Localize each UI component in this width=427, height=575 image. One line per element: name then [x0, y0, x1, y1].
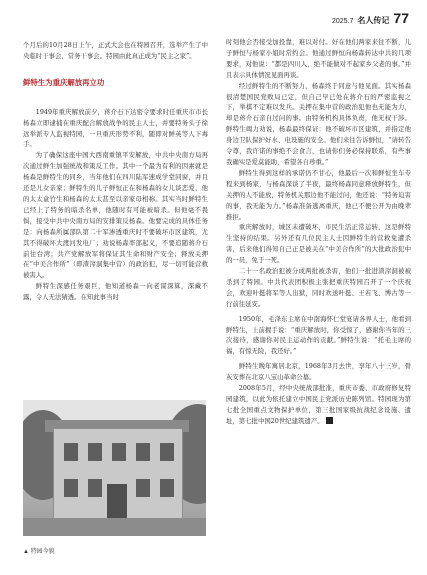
- body-paragraph: 为了确保这座中国大西南重镇平安解放，中共中央南方局再次通过鲜生加强统战和策反工作。其中一个最为有利的因素就是杨森是鲜特生的同乡，当年他们在四川陆军速成学堂同窗，并且还是儿女亲家；鲜特生的儿子鲜恒正在和杨森的女儿谈恋爱，他的太太盒竹生和杨森的太太甚至以亲家母相称。其实当时鲜特生已经上了特务的暗杀名单，他随时有可能被暗杀。但他毫不畏惧，接受中共中央南方局的安排策反杨森。他要完成的具体任务是：向杨森所属部队第二十军渗透重庆时不要破坏市区建筑，尤其不得破坏大渡河发电厂；劝说杨森率部起义，不要追随蒋介石前往台湾；共产党解放军将保证其生命和财产安全；释放关押在“中美合作所”（即渣滓洞集中营）的政治犯，尽一切可能营救被害人。: [23, 151, 208, 280]
- photo-window: [160, 443, 174, 461]
- photo-window: [136, 443, 150, 461]
- left-column: [23, 40, 208, 303]
- photo-caption: ▲ 特园今貌: [23, 549, 55, 555]
- end-mark-icon: E: [326, 417, 333, 424]
- photo-window: [64, 479, 78, 497]
- photo-teyuan-today: [23, 400, 206, 536]
- body-paragraph: 经过鲜特生的不断努力，杨森终于同意与他见面。其实杨森很清楚国民党败局已定，但自己早已处在蒋介石的严密监视之下，举棋不定难以发兵。关押在集中营的政治犯他也无能为力，却是蒋介石亲自过问的事。由特务机构具体负责，他无权干涉。鲜特生竭力劝说，杨森最终保证：他不破坏市区建筑，并指定他身边卫队保护好水、电设施的安全。他们来往告诉鲜恒，“请转告令尊，我许诺的事绝不会食言，也请你们务必保持联系，有些事我确实是爱莫能助，希望各自珍重。”: [226, 81, 411, 166]
- intro-paragraph: 个月后的10月28日上午，正式大会也在特园召开，选举产生了中央临时干事会、常务干事会。特园由此真正成为“民主之家”。: [23, 41, 208, 60]
- section-heading: 鲜特生为重庆解放再立功: [23, 77, 105, 87]
- body-paragraph: 鲜特生晚年寓居北京，1968年3月去世，享年八十三岁，骨灰安葬在北京八宝山革命公墓。: [226, 362, 411, 382]
- photo-window: [112, 443, 126, 461]
- photo-ground: [23, 518, 206, 536]
- issue-number: 2025.7: [332, 18, 354, 25]
- page-number: 77: [393, 10, 409, 26]
- photo-door: [107, 484, 127, 520]
- final-paragraph: [226, 383, 411, 427]
- body-paragraph: 时刻他会否接受加投靠，难以对付。好在他们两家来往不断，儿子鲜恒与杨家小姐时常约会。他通过鲜恒向杨森转达中共的几项要求，对他说：“都是四川人，绝不能做对不起家乡父老的事。”并且表示具体情况见面再谈。: [226, 38, 411, 79]
- body-paragraph: 重庆解放时，城区未遭破坏，市民生活正常运转，这是鲜特生坚持的结果。另外还有几位民主人士因鲜特生的营救免遭杀害，后来他们得知自己正是被关在“中美合作所”的大批政治犯中的一员，免于一死。: [226, 223, 411, 265]
- body-paragraph: 鲜特生深感任务艰巨，他知道杨森一向老谋深算，深藏不露，令人无法猜透。在知此事当时: [23, 282, 208, 302]
- photo-window: [160, 479, 174, 497]
- body-paragraph: 1949年重庆解放前夕，蒋介石下达密令要求时任重庆市市长杨森立即逮捕在重庆配合解放战争的民主人士，并要特务头子徐远举派专人监视特园，一旦重庆形势不利，随即对鲜英等人下毒手。: [23, 107, 208, 149]
- body-paragraph: 鲜特生得到这样的承诺仍不甘心，他最后一次和鲜恒坐车专程来到杨家，与杨森深谈了半夜，最终杨森同意释放鲜特生，但关押的人不能放，特务机关那边他不能过问，他还说：“特务迫害的事，我无能为力。”杨森准备逃离重庆，他已不便公开为由晚辈推拒。: [226, 168, 411, 221]
- right-column: [226, 37, 411, 427]
- final-paragraph-text: 2008年5月，经中央统战部批准，重庆市委、市政府修复特园建筑，以此为依托建立中国民主党派历史陈列馆。特园现为第七批全国重点文物保护单位，第三批国家级抗战纪念设施、遗址，第七批中国20世纪建筑遗产。: [226, 384, 411, 425]
- page-header: [332, 10, 409, 26]
- photo-window: [88, 443, 102, 461]
- body-paragraph: 1950年，毛泽东主席在中南海怀仁堂宴请各界人士，他看到鲜特生，上前握手说：“重庆解放时，你受惊了，感谢你当年的三次接待，感谢你对民主运动作的贡献。”鲜特生说：“托毛主席的福，有惊无险，我还好。”: [226, 314, 411, 356]
- body-paragraph: 二十一名政治犯被分成两批被杀害，他们一批进渣滓洞被被杀到了特园。中共代表团积极主张把重庆特园召开了一个庆祝会，欢迎叶挺将军等人出狱，同时欢送叶挺、王若飞、博古等一行前往延安。: [226, 267, 411, 308]
- magazine-name: 名人传记: [357, 16, 390, 25]
- photo-window: [136, 479, 150, 497]
- photo-window: [88, 479, 102, 497]
- photo-window: [64, 443, 78, 461]
